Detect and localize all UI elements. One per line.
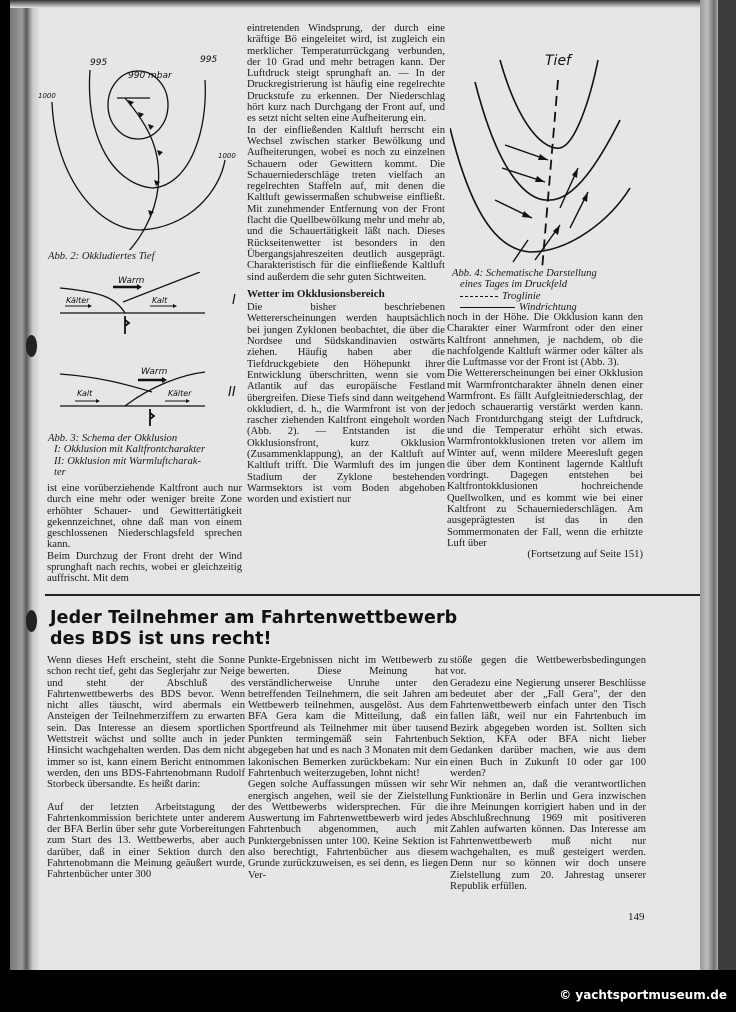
- legend-label: Troglinie: [502, 290, 541, 302]
- binder-hole: [26, 335, 37, 357]
- warm-label: Warm: [118, 276, 145, 286]
- article-1-column-1: [47, 483, 242, 585]
- isobar-label: 990 mbar: [128, 71, 172, 81]
- paragraph: Wir nehmen an, daß die verantwortlichen Funktionäre in Berlin und Gera inzwischen ihre Meinungen korrigiert haben und in der Abschlußrechnung 1969 mit positiveren Zahlen aufwarten können. Das Interesse am Fahrtenwettbewerb muß nicht nur wachgehalten, es muß gesteigert werden. Denn nur so können wir doch unsere Zielstellung zum 20. Jahrestag unserer Republik erfüllen.: [450, 779, 646, 892]
- roman-numeral-II: II: [228, 385, 236, 400]
- isobar-label: 1000: [38, 92, 56, 100]
- isobar-label: 995: [200, 55, 218, 65]
- isobar-label: 995: [90, 58, 108, 68]
- article-2-column-2: [248, 655, 448, 881]
- colder-label: Kälter: [168, 389, 192, 398]
- legend-label: Windrichtung: [519, 301, 577, 313]
- paragraph: Gegen solche Auffassungen müssen wir sehr energisch angehen, weil sie der Zielstellung des Wettbewerbs widersprechen. Für die Auswertung im Fahrtenwettbewerb wird jedes Fahrtenbuch abgenommen, auch mit Punktergebnissen unter 100. Keine Sektion ist also berechtigt, Fahrtenbücher aus diesem Grunde zurückzuweisen, es sei denn, es liegen Ver-: [248, 779, 448, 881]
- paragraph: Geradezu eine Negierung unserer Beschlüsse bedeutet aber der „Fall Gera", der den Fahrtenwettbewerb einfach unter den Tisch fallen läßt, weil nur ein Fahrtenbuch im Bezirk abgegeben worden ist. Sollten sich Sektion, KFA oder BFA nicht lieber Gedanken darüber machen, wie aus dem einen Buch in Zukunft 10 oder gar 100 werden?: [450, 677, 646, 779]
- cold-label: Kalt: [152, 296, 168, 305]
- solid-line-swatch: [460, 307, 515, 308]
- article-1-column-3: [447, 312, 643, 561]
- legend-dashed: [452, 291, 672, 302]
- top-edge-shadow: [10, 0, 700, 8]
- caption-line: II: Okklusion mit Warmluftcharak-: [54, 455, 202, 467]
- paragraph: Punkte-Ergebnissen nicht im Wettbewerb zu bewerten. Diese Meinung hat verständlicherweise Unruhe unter den betreffenden Teilnehmern, die seit Jahren am Wettbewerb teilnehmen, ausgelöst. Aus dem BFA Gera kam die Mitteilung, daß ein Sportfreund als Teilnehmer mit über tausend Punkten termingemäß sein Fahrtenbuch abgegeben hat und es nach 3 Monaten mit dem lakonischen Bemerken zurückbekam: Nur ein Fahrtenbuch weiterzugeben, lohnt nicht!: [248, 655, 448, 779]
- article-1-column-2: [247, 23, 445, 505]
- page-number: 149: [628, 911, 645, 923]
- dashed-line-swatch: [460, 296, 498, 297]
- headline-line: des BDS ist uns recht!: [50, 629, 272, 649]
- cold-label: Kalt: [77, 389, 93, 398]
- figure-2-occluded-low-diagram: [30, 40, 240, 250]
- paragraph: Die bisher beschriebenen Wettererscheinungen werden hauptsächlich bei jungen Zyklonen beobachtet, die über die Nordsee und Südskandinavien ostwärts ziehen. Häufig haben aber die Tiefdruckgebiete den Höhepunkt ihrer Entwicklung überschritten, wenn sie vom Atlantik auf das europäische Festland übergreifen. Diese Tiefs sind dann weitgehend okkludiert, d. h., die Warmfront ist von der rascher ziehenden Kaltfront eingeholt worden (Abb. 2). — Entstanden ist die Okklusionsfront, kurz Okklusion (Zusammenklappung), an der Kaltluft auf Kaltluft trifft. Die Warmluft des im jungen Stadium der Zyklone bestehenden Warmsektors ist vom Boden abgehoben worden und existiert nur: [247, 302, 445, 506]
- article-2-column-1: [47, 655, 245, 881]
- figure-3-caption: [48, 433, 248, 478]
- figure-4-pressure-field-diagram: [450, 40, 670, 270]
- paragraph: noch in der Höhe. Die Okklusion kann den Charakter einer Warmfront oder den einer Kaltfront annehmen, je nachdem, ob die nachfolgende Kaltluft wärmer oder kälter als die Luftmasse vor der Front ist (Abb. 3).: [447, 312, 643, 369]
- figure-2-caption: Abb. 2: Okkludiertes Tief: [48, 251, 155, 262]
- paragraph: Die Wettererscheinungen bei einer Okklusion mit Warmfrontcharakter ähneln denen einer Warmfront. Es fällt Aufgleitniederschlag, der jedoch schauerartig verstärkt werden kann. Nach Frontdurchgang steigt der Luftdruck, und die Temperatur erhöht sich etwas. Warmfrontokklusionen treten vor allem im Winter auf, wenn mildere Meeresluft gegen die über dem Kontinent lagernde Kaltluft vordringt. Dagegen entstehen bei Kaltfrontokklusionen hochreichende Quellwolken, und es kommt wie bei einer Kaltfront zu Schauerniederschlägen. Am ausgeprägtesten ist das in den Sommermonaten der Fall, wenn die erhitzte Luft über: [447, 368, 643, 549]
- caption-title: Abb. 3: Schema der Okklusion: [48, 433, 178, 444]
- roman-numeral-I: I: [232, 293, 236, 308]
- continuation-note: (Fortsetzung auf Seite 151): [527, 549, 643, 561]
- paragraph: In der einfließenden Kaltluft herrscht ein Wechsel zwischen starker Bewölkung und Aufheiterungen, wobei es noch zu einzelnen Schauern oder Gewittern kommt. Die Schauerniederschläge treten vielfach an regelrechten Staffeln auf, mit denen die Kaltluft gewissermaßen schubweise einfließt. Mit zunehmender Entfernung von der Front flacht die Quellbewölkung mehr und mehr ab, und die Schauertätigkeit läßt nach. Dieses Rückseitenwetter ist besonders in den Übergangsjahreszeiten deutlich ausgeprägt. Charakteristisch für die einfließende Kaltluft sind außerdem die sehr guten Sichtweiten.: [247, 124, 445, 283]
- paragraph: stöße gegen die Wettbewerbsbedingungen vor.: [450, 655, 646, 678]
- paragraph: Wenn dieses Heft erscheint, steht die Sonne schon recht tief, geht das Seglerjahr zur Neige und steht der Abschluß des Fahrtenwettbewerbs des BDS bevor. Wenn nicht alles täuscht, wird abermals ein Ansteigen der Teilnehmerziffern zu erwarten sein. Das Interesse an diesem sportlichen Wettstreit wächst und sollte auch in jeder Hinsicht wachgehalten werden. Das dem nicht immer so ist, kann einem Bericht entnommen werden, den uns BDS-Fahrtenobmann Rudolf Storbeck übersandte. Es heißt darin:: [47, 655, 245, 791]
- binder-hole: [26, 610, 37, 632]
- section-subheading: Wetter im Okklusionsbereich: [247, 287, 385, 300]
- magazine-page: [10, 0, 700, 970]
- book-spine-dark: [718, 0, 736, 970]
- article-2-headline: [50, 608, 457, 650]
- caption-line: eines Tages im Druckfeld: [460, 279, 568, 291]
- paragraph: Auf der letzten Arbeitstagung der Fahrtenkommission berichtete unter anderem der BFA Berlin über sehr gute Vorbereitungen zum Start des 13. Wettbewerbs, aber auch darüber, daß in einer Sektion durch den Fahrtenobmann die Meinung geäußert wurde, Fahrtenbücher unter 300: [47, 801, 245, 881]
- figure-4-caption: [452, 268, 672, 313]
- caption-line: I: Okklusion mit Kaltfrontcharakter: [54, 444, 206, 456]
- warm-label: Warm: [141, 367, 168, 377]
- paragraph: Beim Durchzug der Front dreht der Wind sprunghaft nach rechts, wobei er gleichzeitig auffrischt. Mit dem: [47, 550, 242, 585]
- figure-3-occlusion-schema: [40, 272, 250, 432]
- copyright-credit: © yachtsportmuseum.de: [559, 988, 727, 1002]
- paragraph: ist eine vorüberziehende Kaltfront auch nur durch eine mehr oder weniger breite Zone erhöhter Schauer- und Gewittertätigkeit gekennzeichnet, ohne daß man von einem geschlossenen Niederschlagsfeld sprechen kann.: [47, 483, 242, 551]
- article-divider: [45, 594, 700, 596]
- article-2-column-3: [450, 655, 646, 892]
- headline-line: Jeder Teilnehmer am Fahrtenwettbewerb: [50, 608, 458, 628]
- caption-line: Abb. 4: Schematische Darstellung: [452, 268, 597, 279]
- isobar-label: 1000: [218, 152, 236, 160]
- caption-line: ter: [54, 466, 66, 478]
- colder-label: Kälter: [66, 296, 90, 305]
- paragraph: eintretenden Windsprung, der durch eine kräftige Bö eingeleitet wird, ist zugleich ein merklicher Temperaturrückgang verbunden, der 10 Grad und mehr betragen kann. Der Luftdruck steigt sprunghaft an. — In der Druckregistrierung ist häufig eine regelrechte Druckstufe zu erkennen. Der Niederschlag hört kurz nach Durchgang der Front auf, und es setzt nicht selten eine Aufheiterung ein.: [247, 23, 445, 125]
- low-pressure-label: Tief: [545, 53, 571, 69]
